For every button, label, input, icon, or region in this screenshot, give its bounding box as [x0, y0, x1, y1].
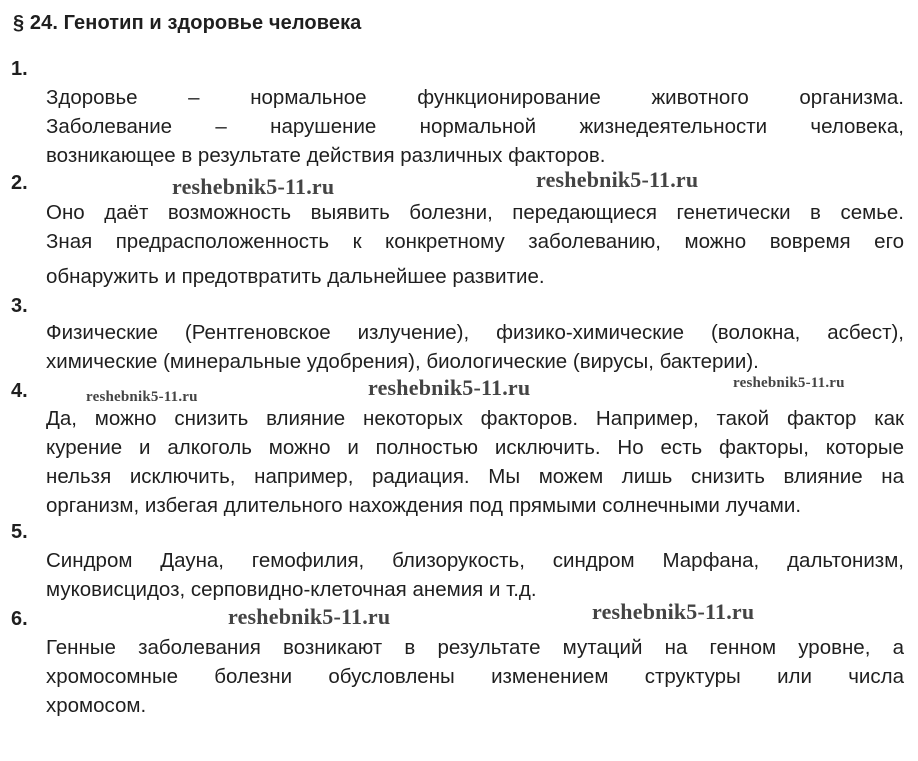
text-line: Оно даёт возможность выявить болезни, передающиеся генетически в семье. — [46, 201, 904, 224]
watermark: reshebnik5-11.ru — [592, 599, 755, 624]
watermark: reshebnik5-11.ru — [536, 167, 699, 192]
text-line: Здоровье – нормальное функционирование животного организма. — [46, 86, 904, 109]
text-line: хромосомные болезни обусловлены изменением структуры или числа — [46, 665, 904, 688]
item-text-5 — [46, 546, 904, 604]
text-line: Зная предрасположенность к конкретному заболеванию, можно вовремя его — [46, 230, 904, 253]
text-line: Генные заболевания возникают в результате мутаций на генном уровне, а — [46, 636, 904, 659]
watermark: reshebnik5-11.ru — [368, 375, 531, 400]
watermark: reshebnik5-11.ru — [86, 389, 198, 405]
text-line: организм, избегая длительного нахождения под прямыми солнечными лучами. — [46, 494, 802, 517]
text-line: Синдром Дауна, гемофилия, близорукость, синдром Марфана, дальтонизм, — [46, 549, 904, 572]
item-number-6: 6. — [11, 608, 28, 630]
watermark: reshebnik5-11.ru — [733, 375, 845, 391]
text-line: химические (минеральные удобрения), биологические (вирусы, бактерии). — [46, 350, 759, 373]
text-line: нельзя исключить, например, радиация. Мы можем лишь снизить влияние на — [46, 465, 904, 488]
item-number-2: 2. — [11, 172, 28, 194]
text-line: хромосом. — [46, 694, 147, 717]
item-text-1 — [46, 83, 904, 170]
item-number-3: 3. — [11, 295, 28, 317]
text-line: Физические (Рентгеновское излучение), физико-химические (волокна, асбест), — [46, 321, 904, 344]
text-line: курение и алкоголь можно и полностью исключить. Но есть факторы, которые — [46, 436, 904, 459]
item-number-1: 1. — [11, 58, 28, 80]
watermark: reshebnik5-11.ru — [228, 604, 391, 629]
page-title: § 24. Генотип и здоровье человека — [13, 12, 362, 34]
text-line: Да, можно снизить влияние некоторых факторов. Например, такой фактор как — [46, 407, 904, 430]
text-line: Заболевание – нарушение нормальной жизнедеятельности человека, — [46, 115, 904, 138]
item-text-2 — [46, 198, 904, 291]
text-line: обнаружить и предотвратить дальнейшее развитие. — [46, 265, 545, 288]
item-text-4 — [46, 404, 904, 520]
item-text-3 — [46, 318, 904, 376]
text-line: муковисцидоз, серповидно-клеточная анемия и т.д. — [46, 578, 537, 601]
watermark: reshebnik5-11.ru — [172, 174, 335, 199]
item-number-5: 5. — [11, 521, 28, 543]
item-text-6 — [46, 633, 904, 720]
item-number-4: 4. — [11, 380, 28, 402]
text-line: возникающее в результате действия различных факторов. — [46, 144, 606, 167]
